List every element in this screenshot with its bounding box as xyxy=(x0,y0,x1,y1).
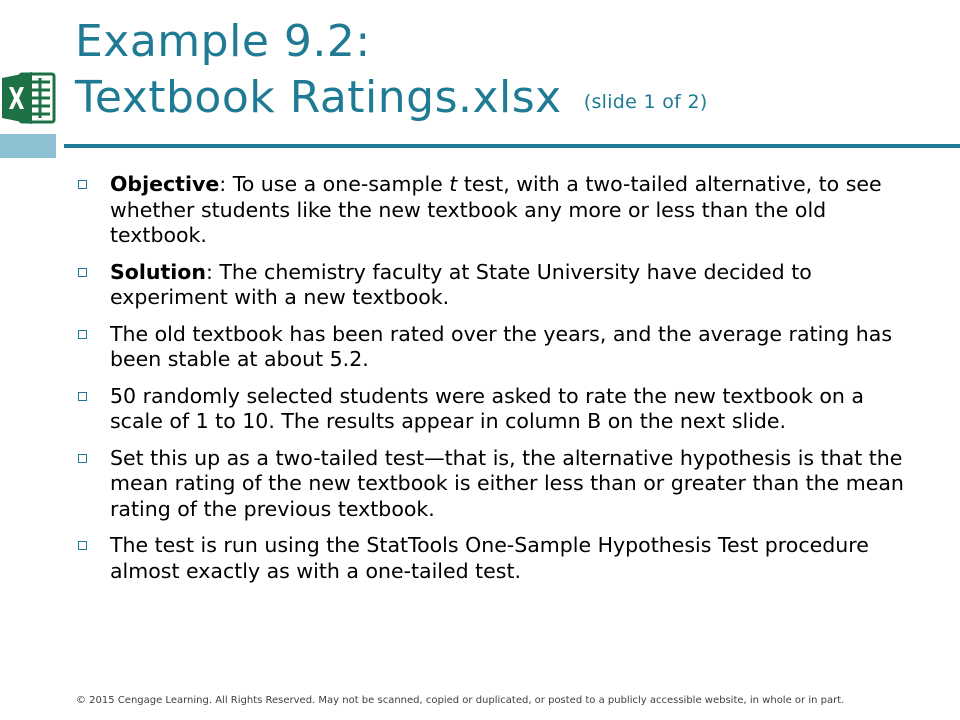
title-line-2 xyxy=(75,70,935,130)
bullet-box-icon xyxy=(78,454,87,463)
bullet-label: Solution xyxy=(110,259,206,284)
bullet-text: Set this up as a two-tailed test—that is, the alternative hypothesis is that the mean rating of the new textbook is either less than or greater than the mean rating of the previous textbook. xyxy=(110,445,904,521)
bullet-text: The old textbook has been rated over the years, and the average rating has been stable at about 5.2. xyxy=(110,321,893,371)
bullet-box-icon xyxy=(78,268,87,277)
title-subnote: (slide 1 of 2) xyxy=(583,91,708,113)
bullet-solution xyxy=(76,260,916,311)
bullet-text: : To use a one-sample xyxy=(219,172,450,196)
bullet-box-icon xyxy=(78,330,87,339)
accent-bar xyxy=(0,134,56,158)
bullet-text: : The chemistry faculty at State University have decided to experiment with a new textbook. xyxy=(110,259,812,309)
title-filename: Textbook Ratings.xlsx xyxy=(75,72,562,123)
bullet-text: test, with a two-tailed alternative, to see whether students like the new textbook any more or less than the old textbook. xyxy=(110,172,882,247)
title-line-1: Example 9.2: xyxy=(75,16,371,67)
bullet-old-textbook xyxy=(76,322,916,373)
copyright-footer: © 2015 Cengage Learning. All Rights Reserved. May not be scanned, copied or duplicated, or posted to a publicly accessible website, in whole or in part. xyxy=(76,695,845,706)
bullet-box-icon xyxy=(78,392,87,401)
excel-icon xyxy=(0,68,56,128)
slide-title xyxy=(75,14,935,130)
bullet-text: 50 randomly selected students were asked to rate the new textbook on a scale of 1 to 10. The results appear in column B on the next slide. xyxy=(110,383,864,433)
bullet-stattools xyxy=(76,533,916,584)
bullet-box-icon xyxy=(78,180,87,189)
bullet-italic: t xyxy=(449,172,458,196)
bullet-two-tailed xyxy=(76,446,916,523)
bullet-list xyxy=(76,172,916,595)
bullet-box-icon xyxy=(78,541,87,550)
bullet-text: The test is run using the StatTools One-Sample Hypothesis Test procedure almost exactly as with a one-tailed test. xyxy=(110,533,869,583)
bullet-label: Objective xyxy=(110,172,220,196)
bullet-objective xyxy=(76,172,916,249)
bullet-sample xyxy=(76,384,916,435)
title-rule xyxy=(64,144,960,148)
